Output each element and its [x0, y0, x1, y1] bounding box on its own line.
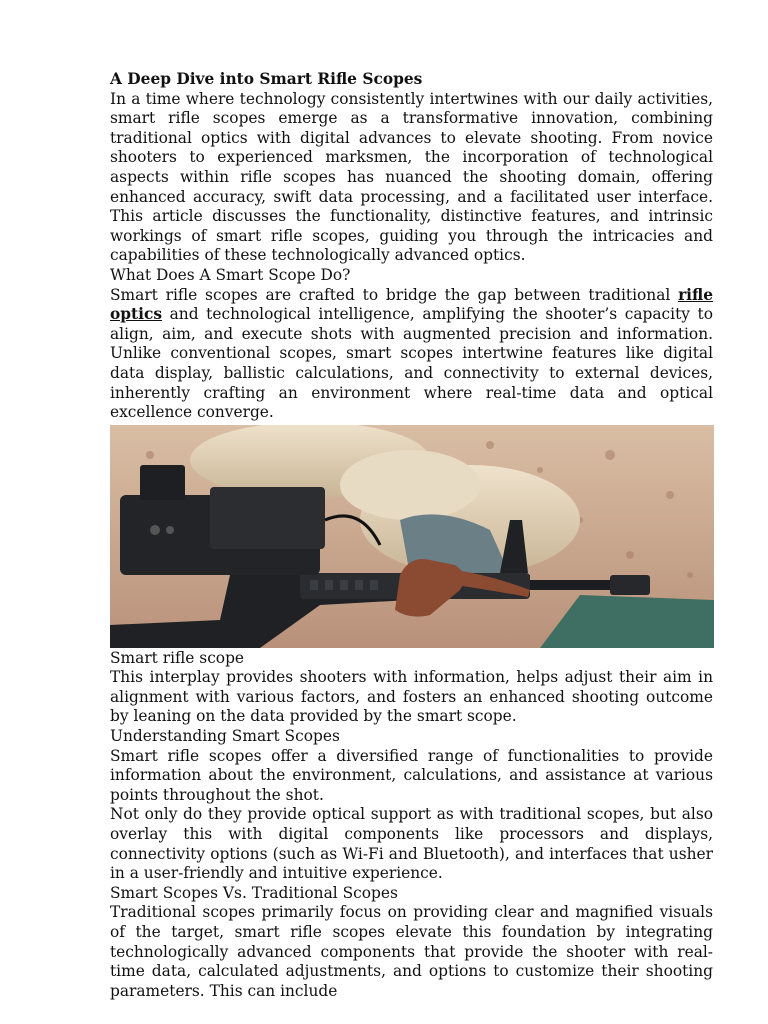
section-heading-what: What Does A Smart Scope Do?	[110, 265, 351, 284]
understanding-paragraph-2: Not only do they provide optical support as with traditional scopes, but also overlay this with digital components like processors and displays, connectivity options (such as Wi-Fi and Bluetooth), and interfaces that usher in a user-friendly and intuitive experience.	[110, 805, 713, 883]
article-body	[110, 70, 713, 1001]
rifle-photo-illustration	[110, 425, 714, 648]
image-caption: Smart rifle scope	[110, 648, 245, 667]
vs-paragraph-1: Traditional scopes primarily focus on providing clear and magnified visuals of the target, smart rifle scopes elevate this foundation by integrating technologically advanced components that provide the shooter with real-time data, calculated adjustments, and options to customize their shooting parameters. This can include	[110, 903, 713, 1000]
smart-rifle-scope-photo	[110, 425, 714, 648]
interplay-paragraph: This interplay provides shooters with information, helps adjust their aim in alignment with various factors, and fosters an enhanced shooting outcome by leaning on the data provided by the smart scope.	[110, 668, 713, 726]
rifle-optics-link[interactable]: rifle optics	[110, 285, 713, 324]
section-heading-understanding: Understanding Smart Scopes	[110, 727, 340, 746]
what-text-pre: Smart rifle scopes are crafted to bridge the gap between traditional	[110, 285, 679, 304]
understanding-paragraph-1: Smart rifle scopes offer a diversified range of functionalities to provide information about the environment, calculations, and assistance at various points throughout the shot.	[110, 746, 713, 804]
section-heading-vs: Smart Scopes Vs. Traditional Scopes	[110, 883, 398, 902]
what-text-post: and technological intelligence, amplifying the shooter’s capacity to align, aim, and execute shots with augmented precision and information. Unlike conventional scopes, smart scopes intertwine features like digital data display, ballistic calculations, and connectivity to external devices, inherently crafting an environment where real-time data and optical excellence converge.	[110, 305, 713, 422]
intro-paragraph: In a time where technology consistently intertwines with our daily activities, smart rifle scopes emerge as a transformative innovation, combining traditional optics with digital advances to elevate shooting. From novice shooters to experienced marksmen, the incorporation of technological aspects within rifle scopes has nuanced the shooting domain, offering enhanced accuracy, swift data processing, and a facilitated user interface. This article discusses the functionality, distinctive features, and intrinsic workings of smart rifle scopes, guiding you through the intricacies and capabilities of these technologically advanced optics.	[110, 89, 713, 265]
what-paragraph	[110, 286, 713, 423]
article-title: A Deep Dive into Smart Rifle Scopes	[110, 70, 423, 88]
